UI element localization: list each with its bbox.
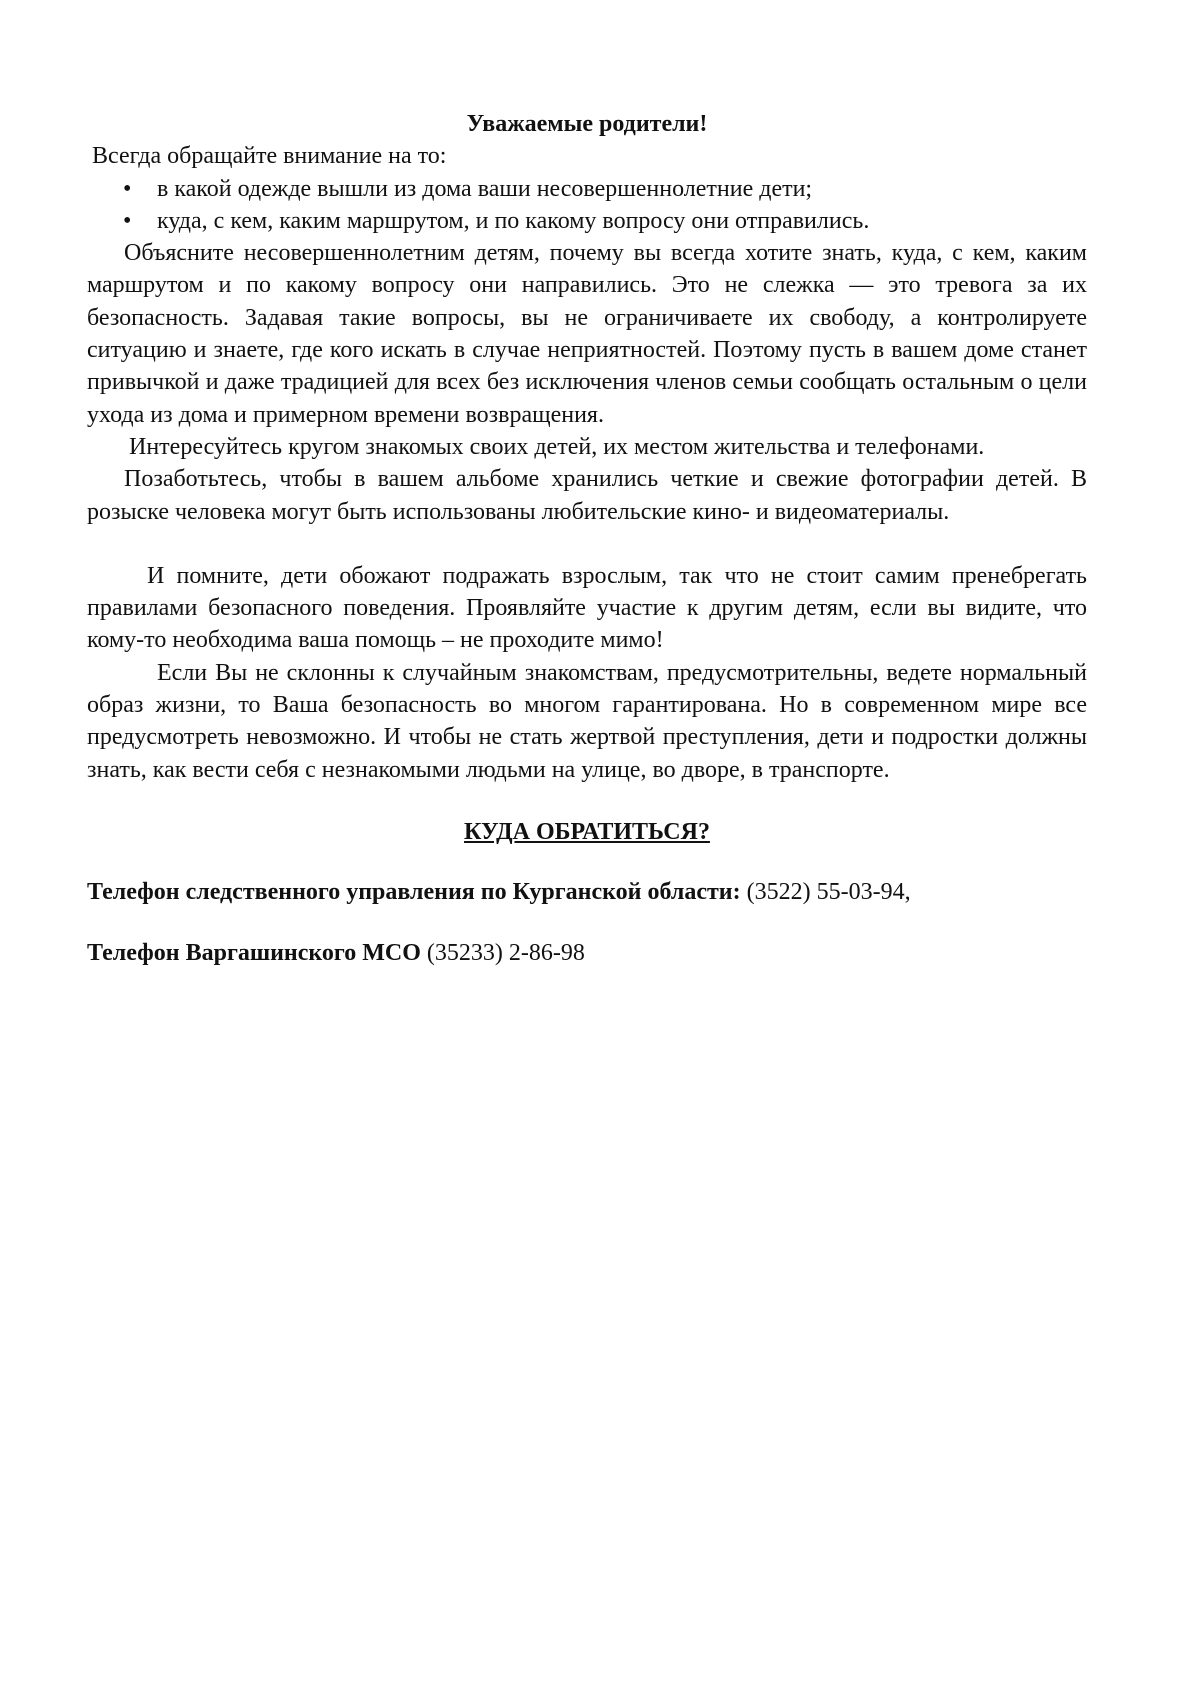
document-title: Уважаемые родители! [466,111,708,137]
list-item-text: куда, с кем, каким маршрутом, и по какому вопросу они отправились. [157,207,870,234]
list-item-text: в какой одежде вышли из дома ваши несовершеннолетние дети; [157,175,813,202]
contact-line-local [87,937,1087,969]
blank-line [87,528,1087,560]
bullet-list [87,173,1087,238]
bullet-icon: • [123,207,132,234]
intro-line: Всегда обращайте внимание на то: [92,143,447,170]
paragraph-photos: Позаботьтесь, чтобы в вашем альбоме хранились четкие и свежие фотографии детей. В розыске человека могут быть использованы любительские кино- и видеоматериалы. [87,466,1087,525]
paragraph-friends: Интересуйтесь кругом знакомых своих детей, их местом жительства и телефонами. [129,433,985,460]
contacts-heading: КУДА ОБРАТИТЬСЯ? [464,818,710,845]
paragraph-remember: И помните, дети обожают подражать взрослым, так что не стоит самим пренебрегать правилами безопасного поведения. Проявляйте участие к другим детям, если вы видите, что кому-то необходима ваша помощь – не проходите мимо! [87,562,1087,654]
contact-line-regional [87,876,1087,908]
contact-phone: (35233) 2-86-98 [420,939,585,966]
bullet-icon: • [123,175,132,202]
paragraph-explain: Объясните несовершеннолетним детям, почему вы всегда хотите знать, куда, с кем, каким маршрутом и по какому вопросу они направились. Это не слежка — это тревога за их безопасность. Задавая такие вопросы, вы не ограничиваете их свободу, а контролируете ситуацию и знаете, где кого искать в случае неприятностей. Поэтому пусть в вашем доме станет привычкой и даже традицией для всех без исключения членов семьи сообщать остальным о цели ухода из дома и примерном времени возвращения. [87,240,1087,428]
list-item [87,205,1087,237]
document-page [87,108,1087,969]
contact-phone: (3522) 55-03-94, [740,879,911,906]
contact-label: Телефон Варгашинского МСО [87,939,421,966]
list-item [87,173,1087,205]
paragraph-safety: Если Вы не склонны к случайным знакомствам, предусмотрительны, ведете нормальный образ жизни, то Ваша безопасность во многом гарантирована. Но в современном мире все предусмотреть невозможно. И чтобы не стать жертвой преступления, дети и подростки должны знать, как вести себя с незнакомыми людьми на улице, во дворе, в транспорте. [87,659,1087,783]
contact-label: Телефон следственного управления по Курганской области: [87,879,741,906]
